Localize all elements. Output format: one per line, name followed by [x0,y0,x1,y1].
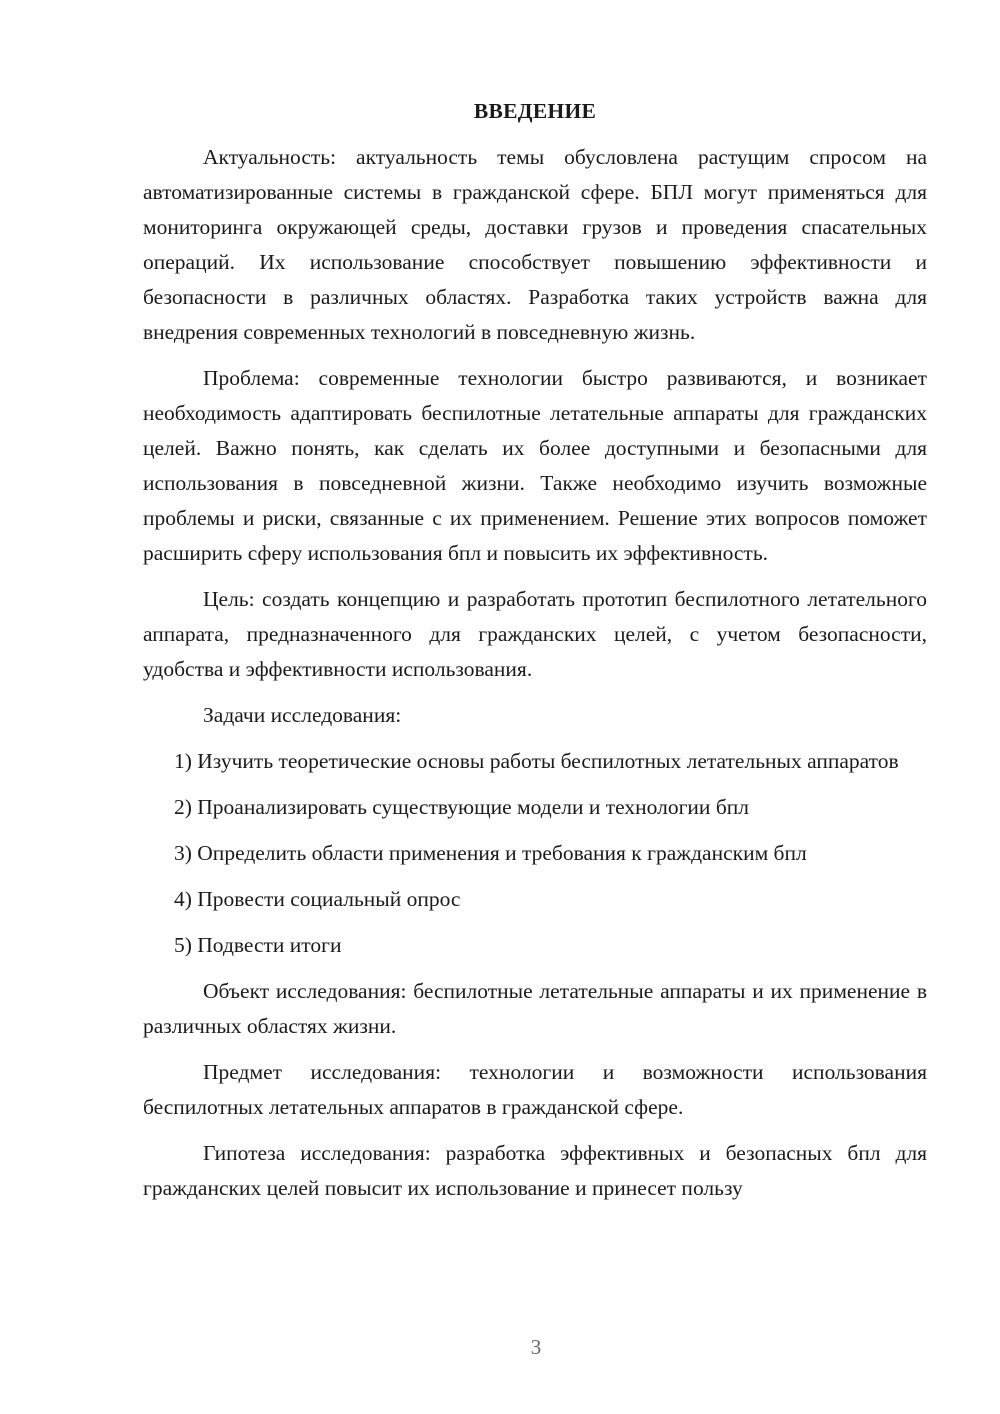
paragraph-subject: Предмет исследования: технологии и возможности использования беспилотных летательных аппаратов в гражданской сфере. [143,1060,927,1119]
tasks-list [143,744,927,963]
document-page [143,94,927,1217]
page-number: 3 [530,1335,542,1359]
task-item-2: 2) Проанализировать существующие модели и технологии бпл [174,795,749,819]
page-title: ВВЕДЕНИЕ [473,99,597,123]
paragraph-goal: Цель: создать концепцию и разработать прототип беспилотного летательного аппарата, предназначенного для гражданских целей, с учетом безопасности, удобства и эффективности использования. [143,587,927,681]
paragraph-tasks-heading: Задачи исследования: [203,703,402,727]
task-item-1: 1) Изучить теоретические основы работы беспилотных летательных аппаратов [174,749,899,773]
task-item-3: 3) Определить области применения и требования к гражданским бпл [174,841,807,865]
task-item-4: 4) Провести социальный опрос [174,887,461,911]
task-item-5: 5) Подвести итоги [174,933,342,957]
paragraph-problem: Проблема: современные технологии быстро развиваются, и возникает необходимость адаптировать беспилотные летательные аппараты для гражданских целей. Важно понять, как сделать их более доступными и безопасными для использования в повседневной жизни. Также необходимо изучить возможные проблемы и риски, связанные с их применением. Решение этих вопросов поможет расширить сферу использования бпл и повысить их эффективность. [143,366,927,565]
paragraph-relevance: Актуальность: актуальность темы обусловлена растущим спросом на автоматизированные системы в гражданской сфере. БПЛ могут применяться для мониторинга окружающей среды, доставки грузов и проведения спасательных операций. Их использование способствует повышению эффективности и безопасности в различных областях. Разработка таких устройств важна для внедрения современных технологий в повседневную жизнь. [143,145,927,344]
paragraph-hypothesis: Гипотеза исследования: разработка эффективных и безопасных бпл для гражданских целей повысит их использование и принесет пользу [143,1141,927,1200]
paragraph-object: Объект исследования: беспилотные летательные аппараты и их применение в различных областях жизни. [143,979,927,1038]
